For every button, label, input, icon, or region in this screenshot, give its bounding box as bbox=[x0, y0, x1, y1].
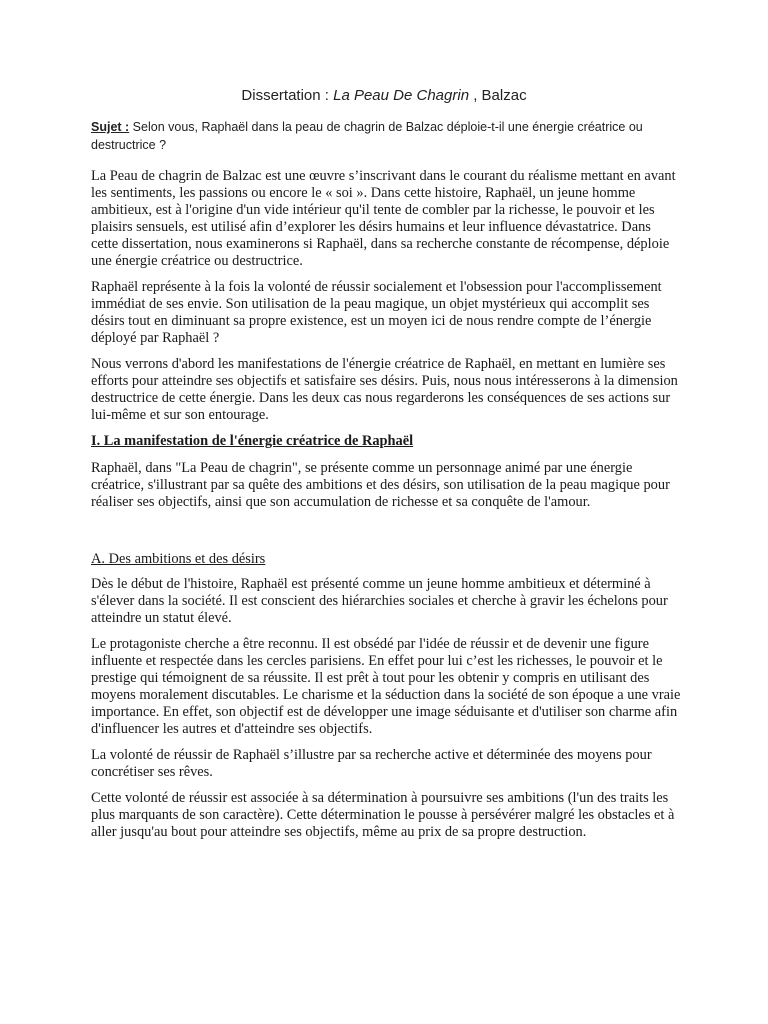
subsection-a-paragraph-1: Dès le début de l'histoire, Raphaël est présenté comme un jeune homme ambitieux et déterminé à s'élever dans la société. Il est conscient des hiérarchies sociales et cherche à gravir les échelons pour atteindre un statut élevé. bbox=[91, 576, 668, 626]
subsection-a-paragraph-3: La volonté de réussir de Raphaël s’illustre par sa recherche active et déterminée des moyens pour concrétiser ses rêves. bbox=[91, 747, 652, 780]
intro-paragraph-1: La Peau de chagrin de Balzac est une œuvre s’inscrivant dans le courant du réalisme mettant en avant les sentiments, les passions ou encore le « soi ». Dans cette histoire, Raphaël, un jeune homme ambitieux, est à l'origine d'un vide intérieur qu'il tente de combler par la richesse, le pouvoir et les plaisirs sensuels, est utilisé afin d’explorer les désirs humains et leur influence dévastatrice. Dans cette dissertation, nous examinerons si Raphaël, dans sa recherche constante de récompense, déploie une énergie créatrice ou destructrice. bbox=[91, 168, 676, 269]
document-title bbox=[0, 87, 768, 104]
section-heading-1: I. La manifestation de l'énergie créatrice de Raphaël bbox=[91, 433, 414, 449]
document-body bbox=[91, 168, 681, 850]
subject-text: Selon vous, Raphaël dans la peau de chagrin de Balzac déploie-t-il une énergie créatrice ou destructrice ? bbox=[91, 120, 643, 152]
title-suffix: , Balzac bbox=[469, 87, 527, 104]
subject-label: Sujet : bbox=[91, 120, 130, 134]
spacer bbox=[91, 520, 681, 551]
title-prefix: Dissertation : bbox=[241, 87, 334, 104]
intro-paragraph-3: Nous verrons d'abord les manifestations de l'énergie créatrice de Raphaël, en mettant en lumière ses efforts pour atteindre ses objectifs et satisfaire ses désirs. Puis, nous nous intéresserons à la dimension destructrice de cette énergie. Dans les deux cas nous regarderons les conséquences de ses actions sur lui-même et sur son entourage. bbox=[91, 356, 678, 423]
subsection-heading-a: A. Des ambitions et des désirs bbox=[91, 551, 266, 567]
part1-paragraph: Raphaël, dans "La Peau de chagrin", se présente comme un personnage animé par une énergie créatrice, s'illustrant par sa quête des ambitions et des désirs, son utilisation de la peau magique pour réaliser ses objectifs, ainsi que son accumulation de richesse et sa conquête de l'amour. bbox=[91, 460, 670, 510]
subsection-a-paragraph-2: Le protagoniste cherche a être reconnu. Il est obsédé par l'idée de réussir et de devenir une figure influente et respectée dans les cercles parisiens. En effet pour lui c’est les richesses, le pouvoir et le prestige qui témoignent de sa réussite. Il est prêt à tout pour les obtenir y compris en utilisant des moyens moralement discutables. Le charisme et la séduction dans la société de son époque a une vraie importance. En effet, son objectif est de développer une image séduisante et d'utiliser son charme afin d'influencer les autres et d'atteindre ses objectifs. bbox=[91, 636, 681, 737]
title-work: La Peau De Chagrin bbox=[333, 87, 470, 104]
subject-line bbox=[91, 118, 681, 154]
subsection-a-paragraph-4: Cette volonté de réussir est associée à sa détermination à poursuivre ses ambitions (l'un des traits les plus marquants de son caractère). Cette détermination le pousse à persévérer malgré les obstacles et à aller jusqu'au bout pour atteindre ses objectifs, même au prix de sa propre destruction. bbox=[91, 790, 675, 840]
intro-paragraph-2: Raphaël représente à la fois la volonté de réussir socialement et l'obsession pour l'accomplissement immédiat de ses envie. Son utilisation de la peau magique, un objet mystérieux qui accomplit ses désirs tout en diminuant sa propre existence, est un moyen ici de nous rendre compte de l’énergie déployé par Raphaël ? bbox=[91, 279, 662, 346]
